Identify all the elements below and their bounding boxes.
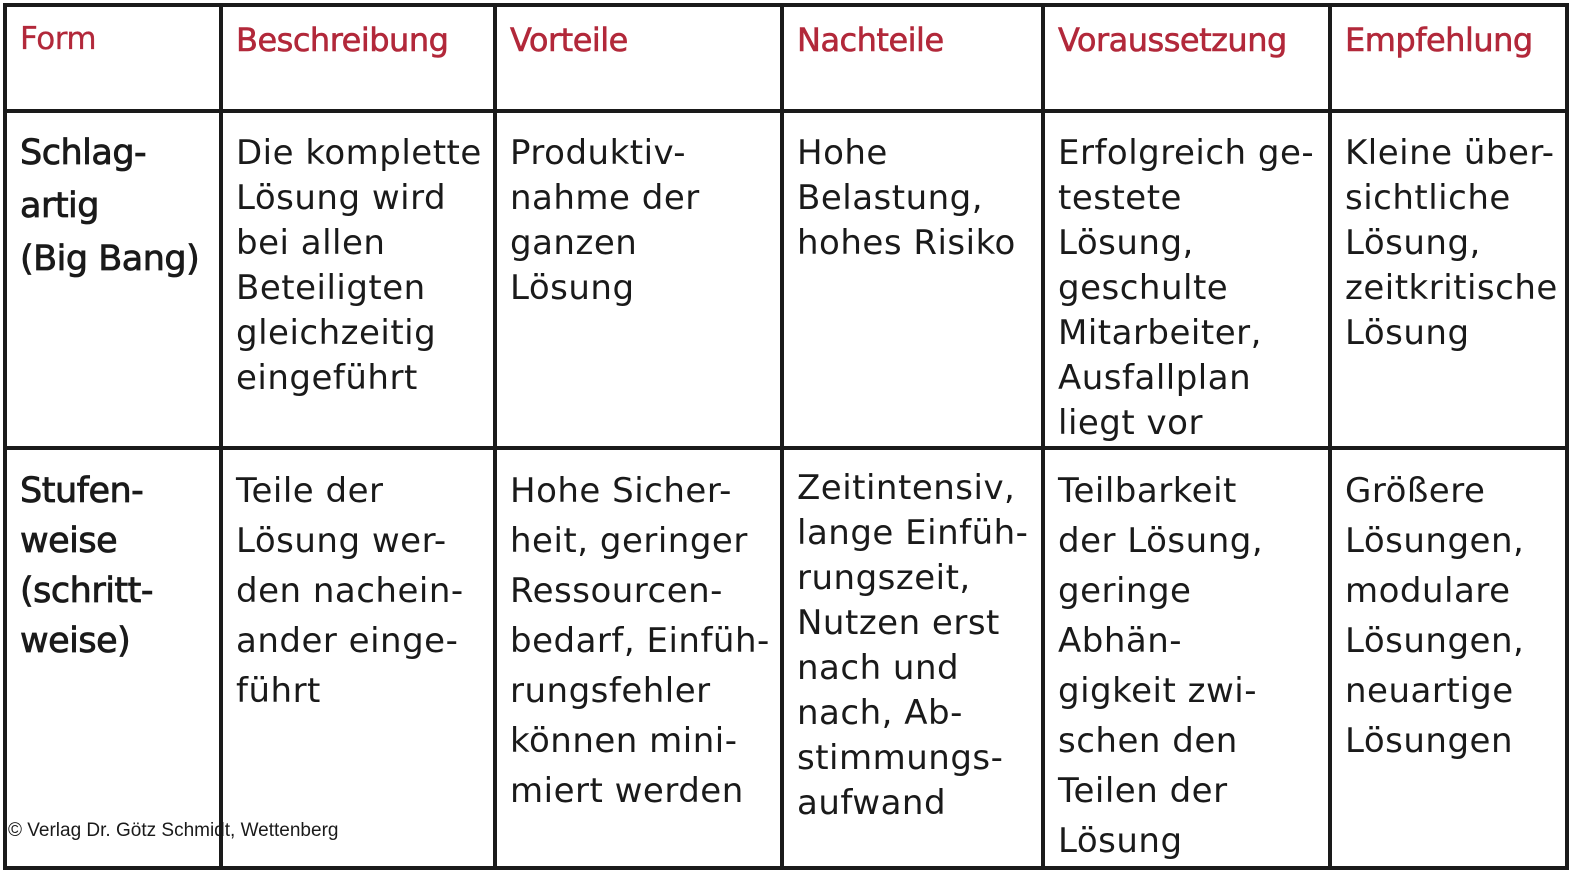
header-beschreibung: Beschreibung: [221, 5, 495, 111]
cell-empfehlung: Kleine über- sichtliche Lösung, zeitkritische Lösung: [1330, 111, 1567, 448]
cell-voraussetzung: Erfolgreich ge- testete Lösung, geschulte Mitarbeiter, Ausfallplan liegt vor: [1043, 111, 1330, 448]
cell-form: Schlag- artig (Big Bang): [5, 111, 221, 448]
header-nachteile: Nachteile: [782, 5, 1043, 111]
cell-nachteile: Zeitintensiv, lange Einfüh- rungszeit, Nutzen erst nach und nach, Ab- stimmungs- aufwand: [782, 448, 1043, 868]
table-header-row: [5, 5, 1567, 111]
cell-vorteile: Produktiv- nahme der ganzen Lösung: [495, 111, 782, 448]
table-row: [5, 111, 1567, 448]
table-row: [5, 448, 1567, 868]
cell-nachteile: Hohe Belastung, hohes Risiko: [782, 111, 1043, 448]
cell-voraussetzung: Teilbarkeit der Lösung, geringe Abhän- gigkeit zwi- schen den Teilen der Lösung: [1043, 448, 1330, 868]
cell-empfehlung: Größere Lösungen, modulare Lösungen, neuartige Lösungen: [1330, 448, 1567, 868]
copyright-notice: © Verlag Dr. Götz Schmidt, Wettenberg: [8, 820, 339, 841]
header-empfehlung: Empfehlung: [1330, 5, 1567, 111]
cell-form: Stufen- weise (schritt- weise): [5, 448, 221, 868]
header-vorteile: Vorteile: [495, 5, 782, 111]
cell-beschreibung: Teile der Lösung wer- den nachein- ander einge- führt: [221, 448, 495, 868]
header-voraussetzung: Voraussetzung: [1043, 5, 1330, 111]
cell-vorteile: Hohe Sicher- heit, geringer Ressourcen- bedarf, Einfüh- rungsfehler können mini- miert werden: [495, 448, 782, 868]
cell-beschreibung: Die komplette Lösung wird bei allen Beteiligten gleichzeitig eingeführt: [221, 111, 495, 448]
rollout-comparison-table: [3, 3, 1569, 870]
header-form: Form: [5, 5, 221, 111]
